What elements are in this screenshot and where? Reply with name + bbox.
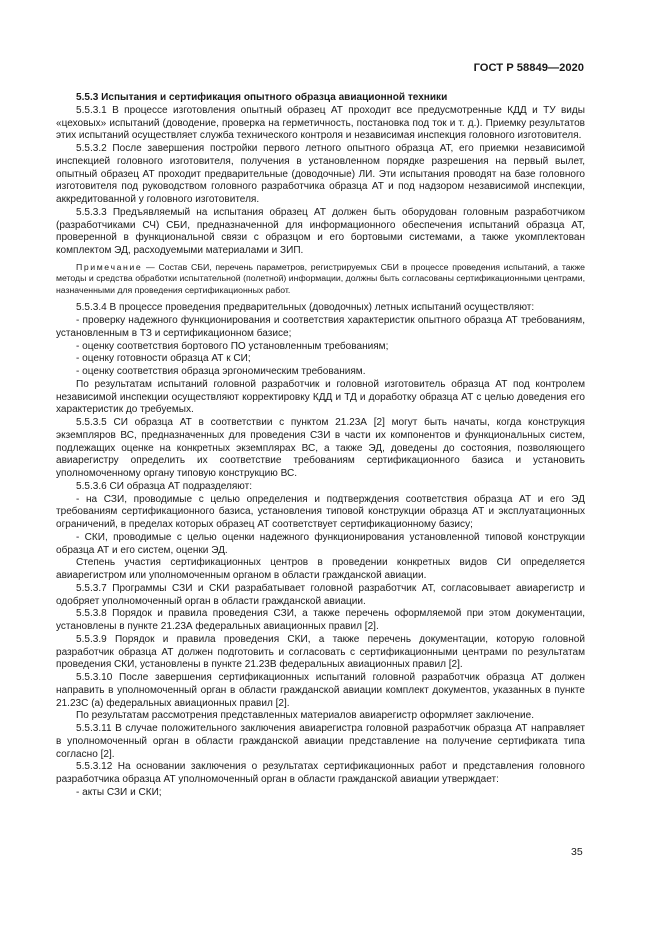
paragraph: 5.5.3.2 После завершения постройки первого летного опытного образца АТ, его приемки независимой инспекцией головного изготовителя, получения в установленном порядке разрешения на первый вылет, опытный образец АТ проходит предварительные (доводочные) ЛИ. Эти испытания проводят на базе головного изготовителя под руководством головного разработчика образца АТ и под надзором независимой инспекции, аккредитованной у головного изготовителя. [56, 143, 585, 205]
list-item: - оценку соответствия образца эргономическим требованиям. [76, 366, 366, 377]
paragraph: 5.5.3.5 СИ образца АТ в соответствии с пунктом 21.23А [2] могут быть начаты, когда конструкция экземпляров ВС, предназначенных для проведения СЗИ в части их компонентов и функциональных систем, подлежащих оценке на конкретных экземплярах ВС, а также ЭД, доведены до состояния, позволяющего авиарегистру определить их соответствие требованиям сертификационного базиса и установить уполномоченному органу типовую конструкцию ВС. [56, 417, 585, 479]
note [56, 262, 585, 297]
paragraph: По результатам испытаний головной разработчик и головной изготовитель образца АТ под контролем независимой инспекции осуществляют корректировку КДД и ТД и доработку образца АТ с целью доведения его характеристик до требуемых. [56, 378, 585, 416]
paragraph: 5.5.3.1 В процессе изготовления опытный образец АТ проходит все предусмотренные КДД и ТУ виды «цеховых» испытаний (доводение, проверка на герметичность, постановка под ток и т. д.). Приемку результатов этих испытаний осуществляет служба технического контроля и независимая инспекция головного изготовителя. [56, 104, 585, 142]
paragraph: По результатам рассмотрения представленных материалов авиарегистр оформляет заключение. [76, 710, 535, 722]
list-item: - проверку надежного функционирования и соответствия характеристик опытного образца АТ требованиям, установленным в ТЗ и сертификационном базисе; [56, 315, 585, 339]
list-item: - на СЗИ, проводимые с целью определения и подтверждения соответствия образца АТ и его ЭД требованиям сертификационного базиса, установления типовой конструкции образца АТ и эксплуатационных ограничений, в пределах которых образец АТ соответствует сертификационному базису; [56, 493, 585, 530]
list-item: - акты СЗИ и СКИ; [76, 786, 162, 798]
paragraph: Степень участия сертификационных центров в проведении конкретных видов СИ определяется авиарегистром или уполномоченным органом в области гражданской авиации. [56, 557, 585, 581]
paragraph: 5.5.3.7 Программы СЗИ и СКИ разрабатывает головной разработчик АТ, согласовывает авиарегистр и одобряет уполномоченный орган в области гражданской авиации. [56, 582, 585, 607]
main-text [56, 92, 585, 800]
list-item: - оценку готовности образца АТ к СИ; [76, 353, 251, 365]
section-heading: 5.5.3 Испытания и сертификация опытного образца авиационной техники [76, 92, 448, 103]
paragraph: 5.5.3.6 СИ образца АТ подразделяют: [76, 480, 253, 492]
paragraph: 5.5.3.12 На основании заключения о результатах сертификационных работ и представления головного разработчика образца АТ уполномоченный орган в области гражданской авиации утверждает: [56, 761, 585, 785]
paragraph: 5.5.3.11 В случае положительного заключения авиарегистра головной разработчик образца АТ направляет в уполномоченный орган в области гражданской авиации представление на получение сертификата типа согласно [2]. [56, 723, 585, 760]
list-item: - оценку соответствия бортового ПО установленным требованиям; [76, 340, 389, 352]
document-id: ГОСТ Р 58849—2020 [473, 62, 584, 74]
paragraph: 5.5.3.10 После завершения сертификационных испытаний головной разработчик образца АТ должен направить в уполномоченный орган в области гражданской авиации комплект документов, указанных в пункте 21.23С (а) федеральных авиационных правил [2]. [56, 672, 585, 709]
note-text: — Состав СБИ, перечень параметров, регистрируемых СБИ в процессе проведения испытаний, а также методы и средства обработки испытательной (полетной) информации, должны быть согласованы сертификационными центрами, назначенными для проведения сертификационных работ. [56, 261, 585, 295]
paragraph: 5.5.3.4 В процессе проведения предварительных (доводочных) летных испытаний осуществляют: [76, 302, 535, 314]
note-label: Примечание [76, 261, 143, 272]
list-item: - СКИ, проводимые с целью оценки надежного функционирования установленной типовой конструкции образца АТ и его систем, оценки ЭД. [56, 531, 585, 556]
paragraph: 5.5.3.3 Предъявляемый на испытания образец АТ должен быть оборудован головным разработчиком (разработчиками СЧ) СБИ, предназначенной для информационного обеспечения испытаний образца АТ, проверенной в функциональной связи с образцом и его бортовыми системами, а также укомплектован комплектом ЭД, расходуемыми материалами и ЗИП. [56, 206, 585, 256]
paragraph: 5.5.3.9 Порядок и правила проведения СКИ, а также перечень документации, которую головной разработчик образца АТ должен подготовить и согласовать с сертификационными центрами по результатам проведения СКИ, установлены в пункте 21.23В федеральных авиационных правил [2]. [56, 633, 585, 671]
page-number: 35 [571, 846, 583, 858]
paragraph: 5.5.3.8 Порядок и правила проведения СЗИ, а также перечень оформляемой при этом документации, установлены в пункте 21.23А федеральных авиационных правил [2]. [56, 608, 585, 632]
